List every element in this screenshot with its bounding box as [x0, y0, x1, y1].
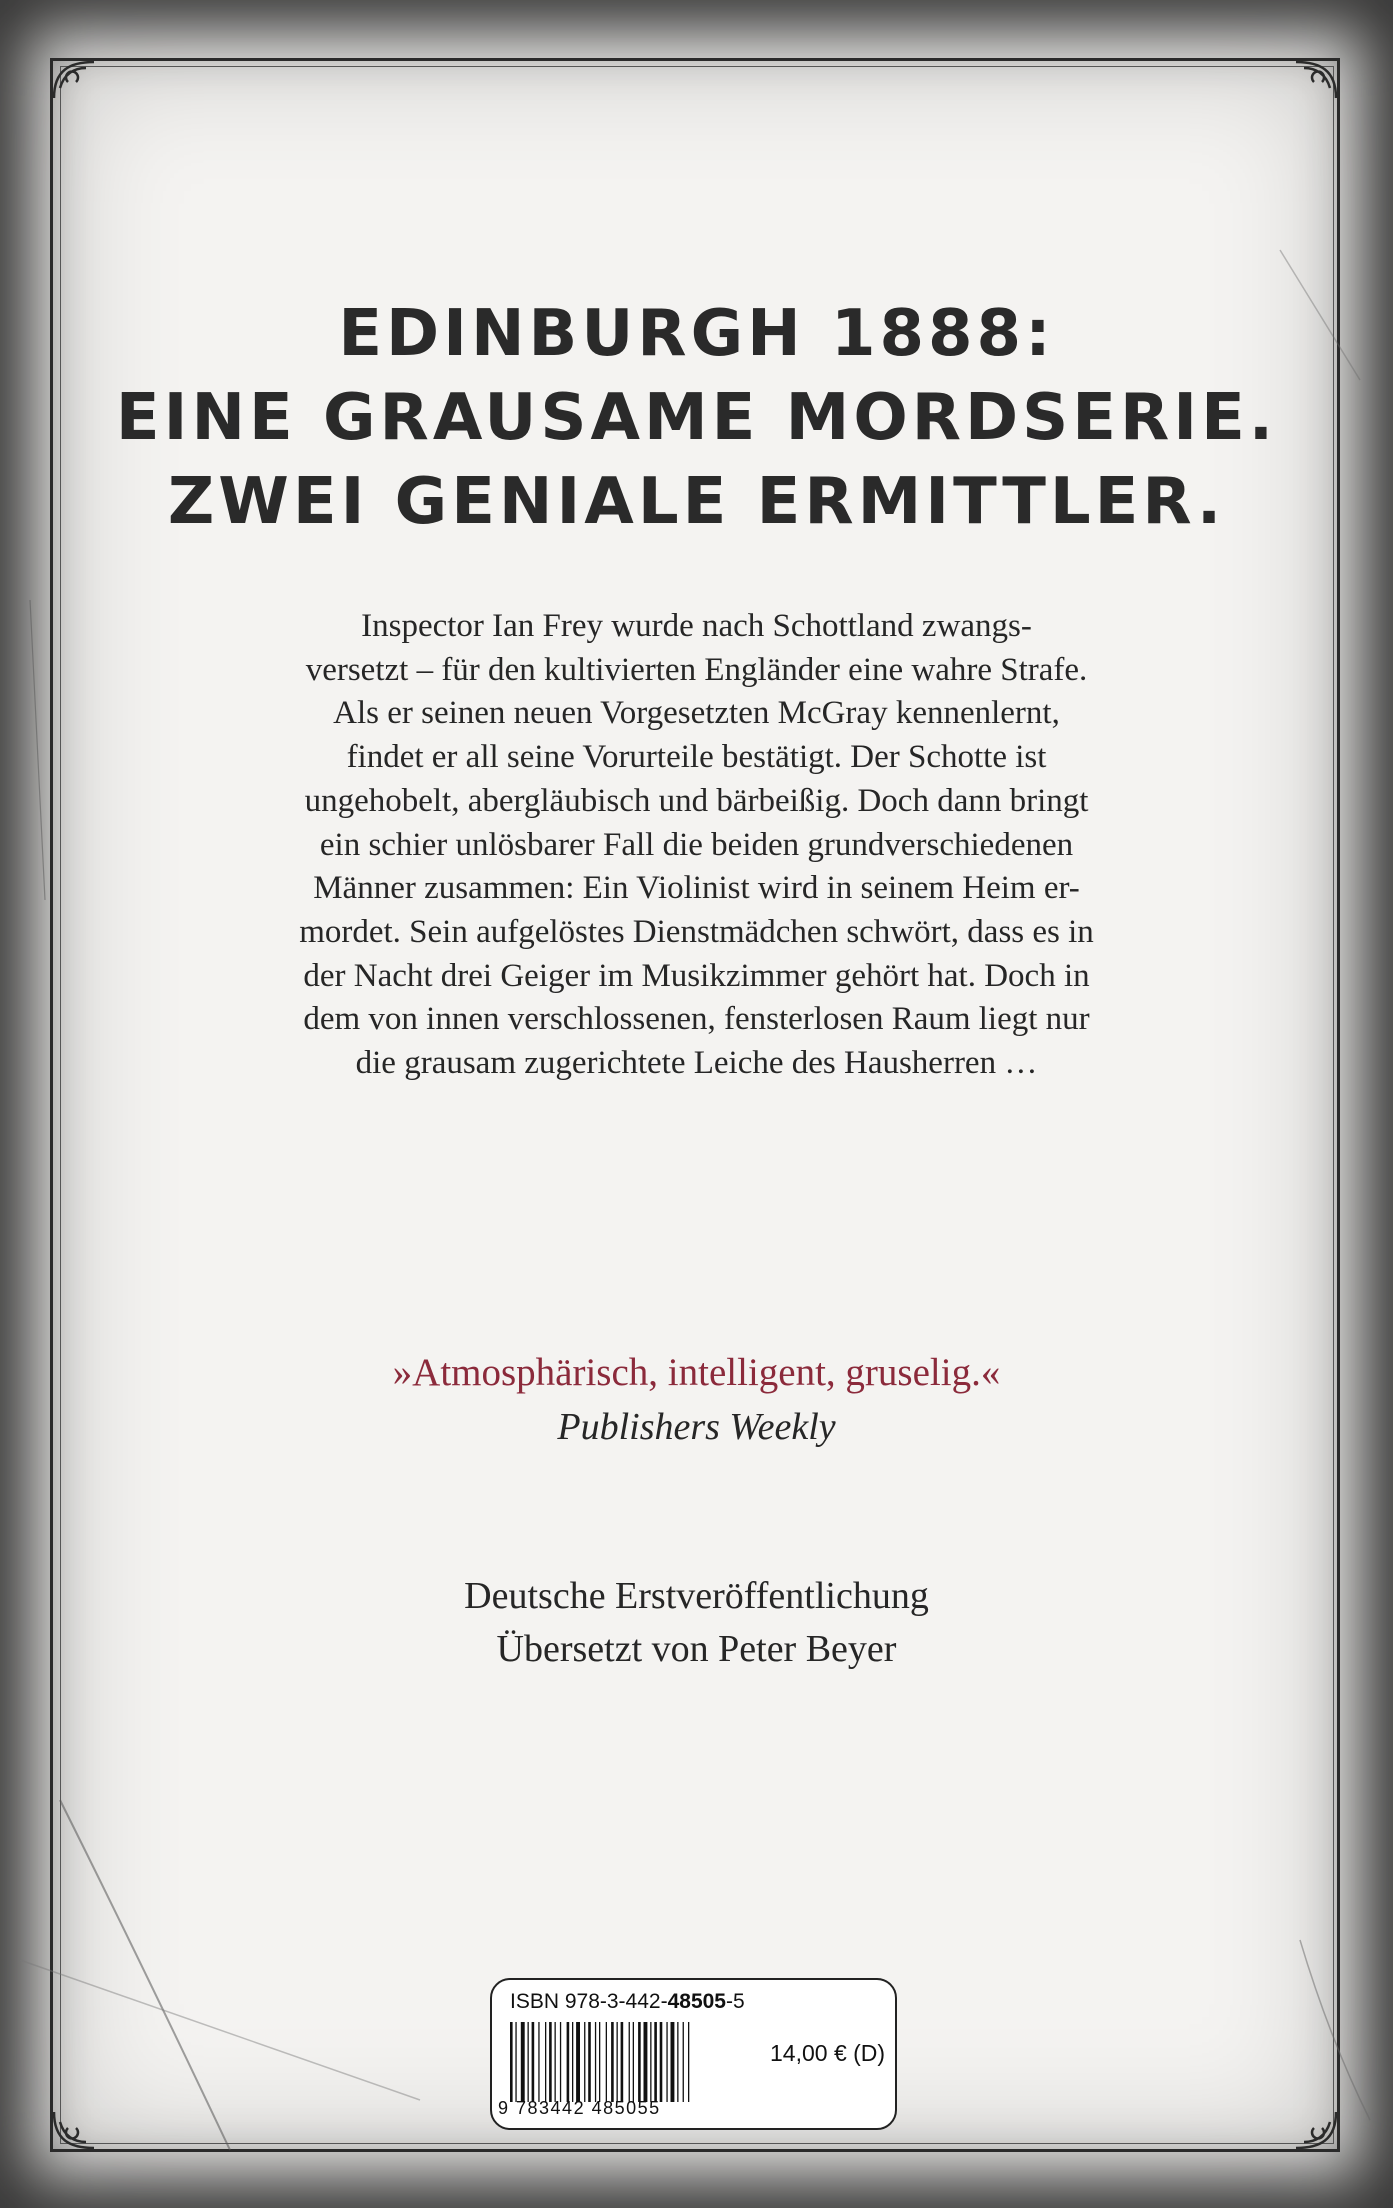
barcode-bar: [588, 2022, 591, 2102]
price-label: 14,00 € (D): [770, 2040, 886, 2066]
barcode-bar: [572, 2022, 573, 2102]
headline-line-1: EDINBURGH 1888:: [338, 297, 1055, 371]
barcode-bars: [508, 2022, 748, 2102]
barcode-bar: [671, 2022, 675, 2102]
review-source: Publishers Weekly: [557, 1406, 836, 1448]
barcode-bar: [595, 2022, 596, 2102]
barcode-bar: [611, 2022, 614, 2102]
corner-ornament-bottom-right-icon: [1276, 2088, 1340, 2152]
barcode-bar: [528, 2022, 529, 2102]
barcode-bar: [510, 2022, 513, 2102]
barcode-bar: [599, 2022, 600, 2102]
corner-ornament-bottom-left-icon: [50, 2088, 114, 2152]
barcode-bar: [677, 2022, 678, 2102]
barcode-bar: [549, 2022, 552, 2102]
barcode-bar: [576, 2022, 580, 2102]
barcode-bar: [606, 2022, 607, 2102]
barcode-bar: [654, 2022, 657, 2102]
barcode-bar: [532, 2022, 535, 2102]
blurb-line: Männer zusammen: Ein Violinist wird in seinem Heim er-: [313, 870, 1080, 907]
blurb-line: versetzt – für den kultivierten Engländer eine wahre Strafe.: [305, 651, 1088, 688]
barcode-bar: [638, 2022, 641, 2102]
blurb-line: mordet. Sein aufgelöstes Dienstmädchen schwört, dass es in: [299, 913, 1094, 950]
barcode-bar: [633, 2022, 634, 2102]
barcode-bar: [521, 2022, 525, 2102]
barcode-bar: [538, 2022, 539, 2102]
barcode-bar: [567, 2022, 570, 2102]
blurb-line: Inspector Ian Frey wurde nach Schottland zwangs-: [361, 608, 1032, 644]
blurb-line: findet er all seine Vorurteile bestätigt. Der Schotte ist: [346, 739, 1047, 776]
barcode-bar: [555, 2022, 556, 2102]
blurb-line: Als er seinen neuen Vorgesetzten McGray kennenlernt,: [333, 695, 1060, 732]
barcode-bar: [660, 2022, 663, 2102]
barcode-bar: [545, 2022, 546, 2102]
barcode-bar: [644, 2022, 648, 2102]
review-quote: »Atmosphärisch, intelligent, gruselig.«: [392, 1351, 1001, 1394]
barcode-bar: [683, 2022, 684, 2102]
barcode-bar: [584, 2022, 585, 2102]
headline-line-2: EINE GRAUSAME MORDSERIE.: [115, 381, 1278, 455]
barcode-bar: [617, 2022, 618, 2102]
barcode-bar: [560, 2022, 561, 2102]
isbn-bold: 48505: [667, 1990, 726, 2013]
corner-ornament-top-left-icon: [50, 58, 114, 122]
blurb-line: ein schier unlösbarer Fall die beiden grundverschiedenen: [319, 826, 1074, 863]
blurb: [150, 605, 1243, 1086]
barcode-bar: [650, 2022, 651, 2102]
blurb-line: dem von innen verschlossenen, fensterlosen Raum liegt nur: [303, 1001, 1090, 1038]
barcode-digits: 9 783442 485055: [498, 2098, 661, 2118]
isbn-label: [510, 1990, 745, 2014]
barcode-bar: [688, 2022, 689, 2102]
blurb-line: die grausam zugerichtete Leiche des Hausherren …: [355, 1045, 1038, 1082]
barcode-bar: [666, 2022, 667, 2102]
blurb-line: der Nacht drei Geiger im Musikzimmer gehört hat. Doch in: [303, 957, 1090, 994]
barcode-bar: [629, 2022, 630, 2102]
barcode-box: [490, 1978, 897, 2130]
isbn-prefix: ISBN 978-3-442-: [510, 1990, 668, 2013]
headline: [0, 292, 1393, 544]
credits-first-publication: Deutsche Erstveröffentlichung: [464, 1575, 929, 1617]
credits-translator: Übersetzt von Peter Beyer: [496, 1628, 897, 1670]
headline-line-3: ZWEI GENIALE ERMITTLER.: [167, 465, 1226, 539]
blurb-line: ungehobelt, abergläubisch und bärbeißig. Doch dann bringt: [304, 782, 1089, 819]
barcode-bar: [621, 2022, 624, 2102]
credits: [0, 1570, 1393, 1676]
corner-ornament-top-right-icon: [1276, 58, 1340, 122]
isbn-suffix: -5: [726, 1990, 745, 2013]
barcode-bar: [515, 2022, 516, 2102]
